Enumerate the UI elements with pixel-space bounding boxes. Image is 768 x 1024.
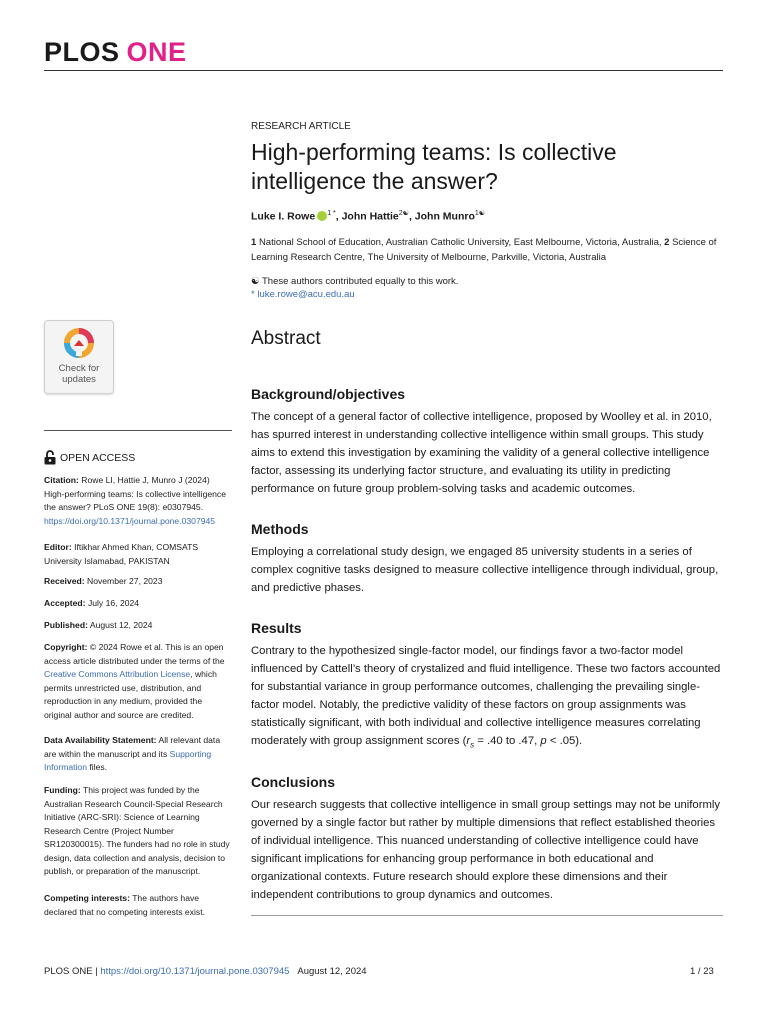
brand-one: ONE [126, 37, 187, 67]
footer-separator: | [95, 966, 98, 977]
header-divider [44, 70, 723, 71]
data-availability-block: Data Availability Statement: All relevant data are within the manuscript and its Supporting Information files. [44, 735, 221, 772]
corresponding-author: * luke.rowe@acu.edu.au [251, 289, 355, 300]
orcid-icon[interactable] [317, 211, 327, 221]
section-heading-conclusions: Conclusions [251, 774, 336, 790]
brand-plos: PLOS [44, 37, 120, 67]
footer-doi-link[interactable]: https://doi.org/10.1371/journal.pone.0307945 [100, 966, 290, 977]
section-body-background: The concept of a general factor of collective intelligence, proposed by Woolley et al. in 2010, has spurred interest in understanding collective intelligence within small groups. This study aims to extend this investigation by examining the validity of a general collective intelligence factor, assessing its underlying factor structure, and evaluating its utility in predicting performance on future group problem-solving tasks and academic outcomes. [251, 411, 712, 495]
sidebar-divider [44, 430, 232, 431]
open-access-label: OPEN ACCESS [60, 451, 136, 464]
editor-text: Iftikhar Ahmed Khan, COMSATS University Islamabad, PAKISTAN [44, 542, 199, 566]
article-type: RESEARCH ARTICLE [251, 121, 351, 132]
equal-contribution-icon: ☯ [251, 276, 260, 287]
page-number: 1 / 23 [690, 966, 714, 977]
supporting-information-link[interactable]: Supporting Information [44, 748, 212, 772]
accepted-block: Accepted: July 16, 2024 [44, 598, 140, 608]
citation-doi-link[interactable]: https://doi.org/10.1371/journal.pone.0307945 [44, 515, 216, 526]
journal-logo [44, 34, 187, 70]
section-heading-background: Background/objectives [251, 386, 406, 402]
article-title: High-performing teams: Is collective intelligence the answer? [251, 139, 617, 194]
abstract-heading: Abstract [251, 328, 321, 349]
affiliation-1: National School of Education, Australian Catholic University, East Melbourne, Victoria, Australia, [258, 237, 662, 248]
section-heading-results: Results [251, 620, 302, 636]
author-marks: 2☯ [398, 210, 409, 217]
citation-block: Citation: Rowe LI, Hattie J, Munro J (2024) High-performing teams: Is collective intelligence the answer? PLoS ONE 19(8): e0307945. https://doi.org/10.1371/journal.pone.0307945 [44, 475, 226, 526]
open-access-badge [44, 450, 135, 465]
equal-contribution-text: These authors contributed equally to this work. [262, 276, 459, 287]
editor-block: Editor: Iftikhar Ahmed Khan, COMSATS University Islamabad, PAKISTAN [44, 542, 199, 566]
author-name[interactable]: John Munro [414, 210, 475, 223]
author-list: Luke I. Rowe $^{1 *}$, John Hattie$^{2☯}$, John Munro$^{1☯}$ [251, 210, 486, 223]
author-name[interactable]: Luke I. Rowe [251, 210, 316, 223]
section-body-conclusions: Our research suggests that collective intelligence in small group settings may not be uniformly governed by a single factor but rather by multiple dimensions that reflect established theories of individual intelligence. This nuanced understanding of collective intelligence could have significant implications for enhancing group performance in both educational and organizational contexts. Future research should explore these dimensions and their independent contributions to group dynamics and outcomes. [251, 799, 721, 901]
published-block: Published: August 12, 2024 [44, 620, 153, 630]
section-heading-methods: Methods [251, 521, 309, 537]
received-date: November 27, 2023 [87, 576, 163, 586]
funding-block: Funding: This project was funded by the Australian Research Council-Special Research Initiative (ARC-SRI): Science of Learning Research Centre (Project Number SR120300015). The funders had no role in study design, data collection and analysis, decision to publish, or preparation of the manuscript. [44, 785, 230, 876]
copyright-block: Copyright: © 2024 Rowe et al. This is an open access article distributed under the terms of the Creative Commons Attribution License, which permits unrestricted use, distribution, and reproduction in any medium, provided the original author and source are credited. [44, 642, 225, 720]
citation-text: Rowe LI, Hattie J, Munro J (2024) High-performing teams: Is collective intelligence the answer? PLoS ONE 19(8): e0307945. [44, 475, 226, 512]
section-body-methods: Employing a correlational study design, we engaged 85 university students in a series of complex cognitive tasks designed to measure collective intelligence through individual, group, and predictive phases. [251, 546, 719, 594]
equal-contribution-note [251, 275, 458, 288]
page-footer [44, 966, 367, 977]
competing-interests-text: The authors have declared that no competing interests exist. [44, 893, 205, 917]
author-marks: 1☯ [474, 210, 486, 217]
funding-text: This project was funded by the Australian Research Council-Special Research Initiative (ARC-SRI): Science of Learning Research Centre (Project Number SR120300015). The funders had no role in study design, data collection and analysis, decision to publish, or preparation of the manuscript. [44, 785, 230, 876]
footer-date: August 12, 2024 [297, 966, 367, 977]
check-for-updates-icon [63, 327, 95, 359]
received-block: Received: November 27, 2023 [44, 576, 163, 586]
abstract-divider [251, 915, 723, 916]
competing-interests-block: Competing interests: The authors have declared that no competing interests exist. [44, 893, 205, 917]
section-body-results: Contrary to the hypothesized single-factor model, our findings favor a two-factor model influenced by Cattell’s theory of crystalized and fluid intelligence. These two factors accounted for substantial variance in group performance outcomes, challenging the prevailing single-factor model. Notably, the predictive validity of these factors on group assignments was statistically significant, with both individual and collective intelligence measures correlating moderately with group assignment scores ($r_s = .40$ to .47, p < .05). [251, 645, 721, 750]
check-for-updates-label: Check for updates [58, 363, 100, 385]
footer-journal: PLOS ONE [44, 966, 93, 977]
open-lock-icon [44, 450, 56, 465]
affiliation-2: Science of Learning Research Centre, The University of Melbourne, Parkville, Victoria, Australia [251, 237, 717, 263]
affiliations: 1 National School of Education, Australian Catholic University, East Melbourne, Victoria, Australia, 2 Science of Learning Research Centre, The University of Melbourne, Parkville, Victoria, Australia [251, 237, 717, 263]
author-marks: 1 * [327, 210, 336, 217]
check-for-updates-button[interactable] [44, 320, 114, 394]
published-date: August 12, 2024 [89, 620, 153, 630]
accepted-date: July 16, 2024 [87, 598, 140, 608]
license-link[interactable]: Creative Commons Attribution License [44, 669, 191, 679]
corresponding-email-link[interactable]: luke.rowe@acu.edu.au [257, 289, 355, 300]
author-name[interactable]: John Hattie [341, 210, 399, 223]
